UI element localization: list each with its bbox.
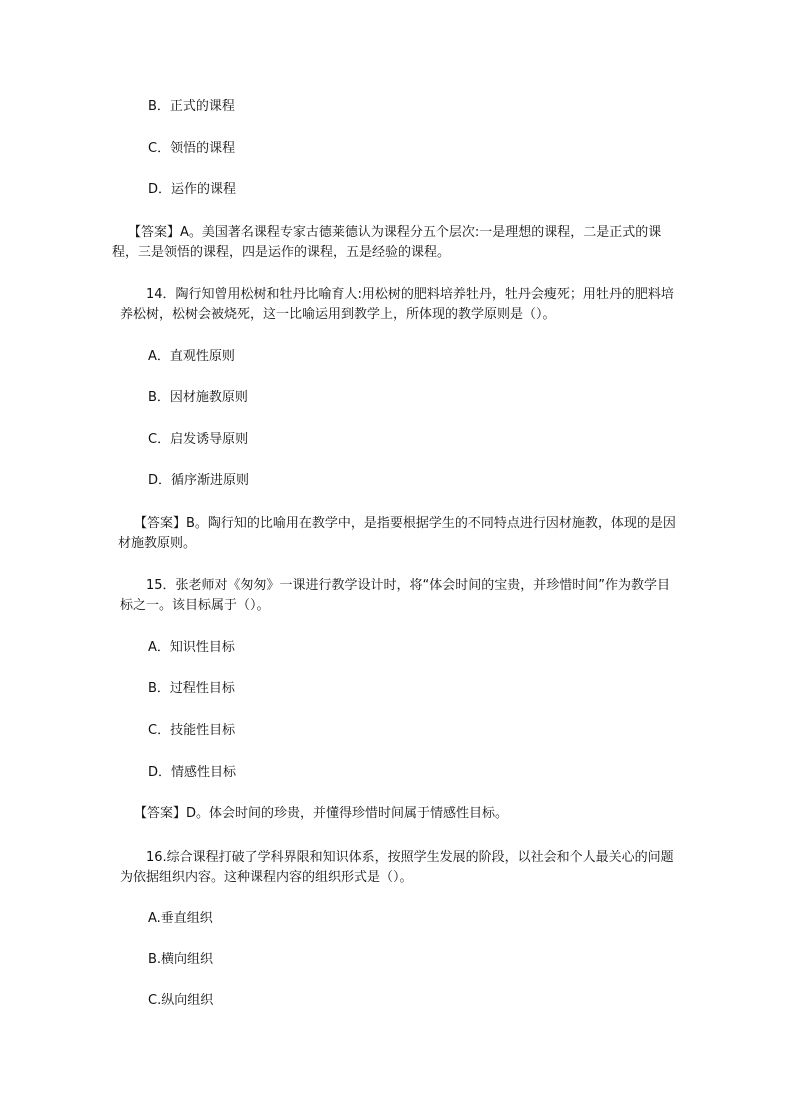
q15-option-a: A．知识性目标	[148, 640, 235, 655]
q16-option-b: B.横向组织	[148, 952, 214, 967]
q16-question: 16.综合课程打破了学科界限和知识体系，按照学生发展的阶段，以社会和个人最关心的问题为依据组织内容。这种课程内容的组织形式是（）。	[120, 850, 674, 885]
q13-answer: 【答案】A。美国著名课程专家古德莱德认为课程分五个层次:一是理想的课程，二是正式的课程，三是领悟的课程，四是运作的课程，五是经验的课程。	[112, 225, 662, 260]
q15-option-c: C．技能性目标	[148, 723, 236, 738]
q14-answer: 【答案】B。陶行知的比喻用在教学中，是指要根据学生的不同特点进行因材施教，体现的是因材施教原则。	[118, 516, 676, 551]
q16-option-a: A.垂直组织	[148, 911, 213, 926]
q14-option-b: B．因材施教原则	[148, 390, 248, 405]
q13-option-b: B．正式的课程	[148, 99, 235, 114]
q13-option-d: D．运作的课程	[148, 182, 237, 197]
q16-option-c: C.纵向组织	[148, 993, 214, 1008]
q15-answer: 【答案】D。体会时间的珍贵，并懂得珍惜时间属于情感性目标。	[134, 806, 509, 821]
q14-option-c: C．启发诱导原则	[148, 432, 249, 447]
q15-option-b: B．过程性目标	[148, 681, 235, 696]
q14-option-a: A．直观性原则	[148, 349, 235, 364]
q13-option-c: C．领悟的课程	[148, 141, 236, 156]
q15-option-d: D．情感性目标	[148, 765, 237, 780]
q14-option-d: D．循序渐进原则	[148, 473, 250, 488]
q14-question: 14．陶行知曾用松树和牡丹比喻育人:用松树的肥料培养牡丹，牡丹会瘦死；用牡丹的肥料培养松树，松树会被烧死，这一比喻运用到教学上，所体现的教学原则是（）。	[120, 287, 674, 322]
q15-question: 15．张老师对《匆匆》一课进行教学设计时，将“体会时间的宝贵，并珍惜时间”作为教学目标之一。该目标属于（）。	[120, 578, 671, 613]
